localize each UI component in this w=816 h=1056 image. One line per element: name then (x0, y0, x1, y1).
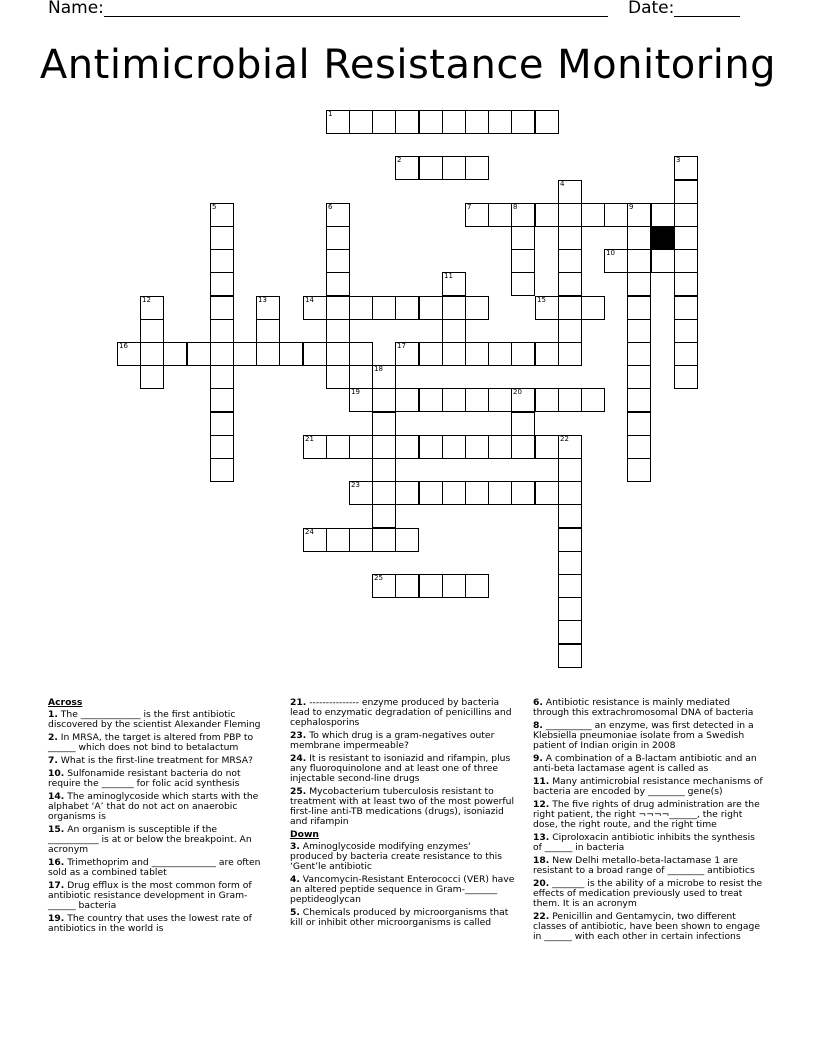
clue-number-label: 18. (533, 855, 550, 866)
clue-number-label: 16. (48, 857, 65, 868)
grid-cell[interactable] (627, 226, 651, 250)
grid-cell[interactable] (674, 180, 698, 204)
grid-cell[interactable] (303, 342, 327, 366)
clue-number: 17 (397, 342, 406, 350)
grid-cell[interactable] (349, 110, 373, 134)
clue-column-3 (533, 698, 763, 945)
clue-item (533, 754, 763, 774)
clue-item (533, 856, 763, 876)
grid-cell[interactable] (372, 388, 396, 412)
grid-cell[interactable] (511, 110, 535, 134)
clue-number: 13 (258, 296, 267, 304)
clue-number: 6 (328, 203, 333, 211)
clue-item (48, 769, 270, 789)
name-label: Name: (48, 0, 104, 18)
clue-number-label: 20. (533, 878, 550, 889)
grid-cell[interactable] (442, 574, 466, 598)
clue-number-label: 14. (48, 791, 65, 802)
clue-number: 23 (351, 481, 360, 489)
grid-cell[interactable] (442, 110, 466, 134)
clue-number: 24 (305, 528, 314, 536)
grid-cell[interactable] (140, 365, 164, 389)
clue-number-label: 4. (290, 874, 300, 885)
grid-cell[interactable] (627, 319, 651, 343)
grid-cell[interactable] (535, 388, 559, 412)
grid-cell[interactable] (349, 296, 373, 320)
clue-text: Drug efflux is the most common form of antibiotic resistance development in Gram-______ bacteria (48, 880, 252, 911)
grid-cell[interactable] (210, 319, 234, 343)
grid-cell[interactable] (256, 342, 280, 366)
grid-cell[interactable] (372, 574, 396, 598)
grid-cell[interactable] (488, 110, 512, 134)
clue-text: Antibiotic resistance is mainly mediated through this extrachromosomal DNA of bacteria (533, 697, 754, 718)
grid-cell[interactable] (511, 481, 535, 505)
clue-number-label: 21. (290, 697, 307, 708)
clue-number: 3 (676, 156, 681, 164)
grid-cell[interactable] (511, 226, 535, 250)
grid-cell[interactable] (558, 249, 582, 273)
grid-cell[interactable] (627, 458, 651, 482)
grid-cell[interactable] (210, 412, 234, 436)
grid-cell[interactable] (326, 342, 350, 366)
grid-cell[interactable] (442, 342, 466, 366)
grid-cell[interactable] (558, 435, 582, 459)
grid-cell[interactable] (372, 110, 396, 134)
clue-text: A combination of a B-lactam antibiotic and an anti-beta lactamase agent is called as (533, 753, 757, 774)
clue-number-label: 7. (48, 755, 58, 766)
grid-cell[interactable] (419, 481, 443, 505)
grid-cell[interactable] (349, 435, 373, 459)
grid-cell[interactable] (372, 481, 396, 505)
grid-cell[interactable] (419, 296, 443, 320)
down-heading: Down (290, 829, 319, 840)
clue-text: Ciproloxacin antibiotic inhibits the synthesis of ______ in bacteria (533, 832, 755, 853)
grid-cell[interactable] (465, 296, 489, 320)
clue-number: 19 (351, 388, 360, 396)
grid-cell[interactable] (674, 272, 698, 296)
grid-cell[interactable] (488, 342, 512, 366)
grid-cell[interactable] (511, 435, 535, 459)
grid-cell[interactable] (395, 435, 419, 459)
grid-cell[interactable] (442, 481, 466, 505)
grid-cell[interactable] (140, 342, 164, 366)
clue-number-label: 11. (533, 776, 550, 787)
clue-number-label: 5. (290, 907, 300, 918)
clue-text: Trimethoprim and ______________ are often sold as a combined tablet (48, 857, 261, 878)
grid-cell[interactable] (140, 319, 164, 343)
grid-cell[interactable] (511, 272, 535, 296)
grid-cell[interactable] (372, 365, 396, 389)
grid-cell[interactable] (210, 435, 234, 459)
clue-number: 4 (560, 180, 565, 188)
grid-cell[interactable] (326, 226, 350, 250)
grid-cell[interactable] (558, 180, 582, 204)
clue-text: Many antimicrobial resistance mechanisms of bacteria are encoded by ________ gene(s) (533, 776, 763, 797)
clue-item (533, 912, 763, 942)
grid-cell[interactable] (210, 365, 234, 389)
grid-cell[interactable] (627, 435, 651, 459)
grid-cell[interactable] (535, 110, 559, 134)
grid-cell[interactable] (465, 481, 489, 505)
grid-cell[interactable] (511, 342, 535, 366)
grid-cell[interactable] (349, 481, 373, 505)
clue-number: 11 (444, 272, 453, 280)
grid-cell[interactable] (442, 156, 466, 180)
grid-cell[interactable] (558, 551, 582, 575)
grid-cell[interactable] (326, 319, 350, 343)
grid-cell[interactable] (627, 388, 651, 412)
grid-cell[interactable] (627, 272, 651, 296)
clue-text: --------------- enzyme produced by bacteria lead to enzymatic degradation of penicillins and cephalosporins (290, 697, 512, 728)
clue-item (290, 754, 516, 784)
grid-cell[interactable] (535, 435, 559, 459)
clue-number: 16 (119, 342, 128, 350)
grid-cell[interactable] (442, 319, 466, 343)
grid-cell[interactable] (210, 203, 234, 227)
clue-number: 21 (305, 435, 314, 443)
grid-cell[interactable] (349, 528, 373, 552)
grid-cell[interactable] (210, 342, 234, 366)
clue-number-label: 19. (48, 913, 65, 924)
grid-cell[interactable] (627, 342, 651, 366)
grid-cell[interactable] (535, 296, 559, 320)
clue-text: Vancomycin-Resistant Enterococci (VER) have an altered peptide sequence in Gram-_______ peptideoglycan (290, 874, 515, 905)
across-heading: Across (48, 697, 83, 708)
grid-cell[interactable] (349, 342, 373, 366)
grid-cell[interactable] (488, 481, 512, 505)
grid-cell[interactable] (674, 296, 698, 320)
grid-cell[interactable] (535, 203, 559, 227)
grid-cell[interactable] (442, 435, 466, 459)
grid-cell[interactable] (558, 272, 582, 296)
clue-number-label: 25. (290, 786, 307, 797)
grid-cell[interactable] (511, 249, 535, 273)
clue-number: 15 (537, 296, 546, 304)
grid-cell[interactable] (511, 388, 535, 412)
clue-number: 18 (374, 365, 383, 373)
clue-text: An organism is susceptible if the ___________ is at or below the breakpoint. An acronym (48, 824, 252, 855)
grid-cell[interactable] (535, 342, 559, 366)
grid-cell[interactable] (558, 620, 582, 644)
grid-cell[interactable] (395, 388, 419, 412)
grid-cell[interactable] (372, 296, 396, 320)
clue-number-label: 12. (533, 799, 550, 810)
grid-cell[interactable] (326, 272, 350, 296)
grid-cell[interactable] (558, 342, 582, 366)
clue-number: 10 (606, 249, 615, 257)
grid-cell[interactable] (558, 388, 582, 412)
clue-number-label: 23. (290, 730, 307, 741)
grid-cell[interactable] (303, 296, 327, 320)
clue-text: The aminoglycoside which starts with the alphabet ‘A’ that do not act on anaerobic organisms is (48, 791, 259, 822)
clue-item (533, 698, 763, 718)
clue-number: 14 (305, 296, 314, 304)
clue-number-label: 24. (290, 753, 307, 764)
clue-text: __________ an enzyme, was first detected in a Klebsiella pneumoniae isolate from a Swedish patient of Indian origin in 2008 (533, 720, 754, 751)
clue-number: 20 (513, 388, 522, 396)
grid-cell[interactable] (558, 644, 582, 668)
grid-cell[interactable] (674, 226, 698, 250)
clue-item (48, 858, 270, 878)
grid-cell[interactable] (465, 435, 489, 459)
clue-column-1 (48, 698, 270, 937)
clue-text: What is the first-line treatment for MRSA? (57, 755, 253, 766)
grid-cell[interactable] (303, 435, 327, 459)
clue-item (290, 731, 516, 751)
grid-cell[interactable] (674, 365, 698, 389)
clue-number: 12 (142, 296, 151, 304)
grid-cell[interactable] (465, 203, 489, 227)
grid-cell[interactable] (395, 528, 419, 552)
grid-cell[interactable] (210, 388, 234, 412)
clue-column-2 (290, 698, 516, 931)
grid-cell[interactable] (395, 574, 419, 598)
clue-text: Sulfonamide resistant bacteria do not require the _______ for folic acid synthesis (48, 768, 241, 789)
grid-cell[interactable] (581, 388, 605, 412)
grid-cell[interactable] (581, 296, 605, 320)
grid-cell[interactable] (651, 249, 675, 273)
grid-cell[interactable] (326, 296, 350, 320)
clue-number-label: 22. (533, 911, 550, 922)
clue-item (290, 698, 516, 728)
grid-cell[interactable] (674, 319, 698, 343)
clue-number: 5 (212, 203, 217, 211)
grid-cell[interactable] (558, 504, 582, 528)
grid-cell[interactable] (395, 481, 419, 505)
grid-cell[interactable] (256, 319, 280, 343)
grid-cell[interactable] (395, 342, 419, 366)
grid-cell[interactable] (511, 203, 535, 227)
clue-number-label: 2. (48, 732, 58, 743)
grid-cell[interactable] (627, 203, 651, 227)
grid-cell[interactable] (210, 226, 234, 250)
grid-cell[interactable] (442, 296, 466, 320)
grid-cell[interactable] (627, 412, 651, 436)
clue-number-label: 9. (533, 753, 543, 764)
clue-text: Chemicals produced by microorganisms that kill or inhibit other microorganisms is called (290, 907, 509, 928)
grid-cell[interactable] (256, 296, 280, 320)
grid-cell[interactable] (419, 110, 443, 134)
clue-number: 7 (467, 203, 472, 211)
clue-text: In MRSA, the target is altered from PBP to ______ which does not bind to betalactum (48, 732, 254, 753)
clue-item (48, 792, 270, 822)
grid-cell[interactable] (535, 481, 559, 505)
clue-text: The _____________ is the first antibiotic discovered by the scientist Alexander Fleming (48, 709, 261, 730)
grid-cell[interactable] (419, 156, 443, 180)
clue-number-label: 10. (48, 768, 65, 779)
grid-cell[interactable] (349, 388, 373, 412)
grid-cell[interactable] (372, 412, 396, 436)
clue-item (48, 733, 270, 753)
clue-item (533, 777, 763, 797)
clue-number-label: 15. (48, 824, 65, 835)
grid-cell[interactable] (558, 528, 582, 552)
clue-number-label: 6. (533, 697, 543, 708)
clue-text: Aminoglycoside modifying enzymes' produced by bacteria create resistance to this ‘Gent’le antibiotic (290, 841, 503, 872)
grid-cell[interactable] (465, 574, 489, 598)
grid-cell[interactable] (372, 504, 396, 528)
clue-item (290, 875, 516, 905)
clue-number: 8 (513, 203, 518, 211)
grid-cell[interactable] (488, 388, 512, 412)
clue-number: 25 (374, 574, 383, 582)
grid-cell[interactable] (465, 110, 489, 134)
grid-cell[interactable] (372, 528, 396, 552)
grid-cell[interactable] (442, 388, 466, 412)
grid-cell[interactable] (210, 272, 234, 296)
grid-cell[interactable] (604, 249, 628, 273)
grid-cell[interactable] (210, 296, 234, 320)
grid-cell[interactable] (326, 203, 350, 227)
grid-cell[interactable] (627, 365, 651, 389)
grid-cell[interactable] (465, 156, 489, 180)
clue-text: _______ is the ability of a microbe to resist the effects of medication previously used to treat them. It is an acronym (533, 878, 763, 909)
clue-number: 1 (328, 110, 333, 118)
grid-cell[interactable] (674, 342, 698, 366)
clue-item (533, 721, 763, 751)
grid-cell[interactable] (465, 342, 489, 366)
clue-text: The country that uses the lowest rate of antibiotics in the world is (48, 913, 252, 934)
clue-text: To which drug is a gram-negatives outer membrane impermeable? (290, 730, 495, 751)
clue-item (533, 879, 763, 909)
grid-cell[interactable] (326, 365, 350, 389)
grid-cell[interactable] (395, 296, 419, 320)
clue-item (290, 908, 516, 928)
grid-cell[interactable] (395, 110, 419, 134)
date-label: Date: (628, 0, 675, 18)
clue-text: New Delhi metallo-beta-lactamase 1 are resistant to a broad range of ________ antibiotics (533, 855, 755, 876)
grid-cell[interactable] (558, 597, 582, 621)
grid-cell[interactable] (674, 156, 698, 180)
grid-cell[interactable] (488, 435, 512, 459)
grid-cell[interactable] (581, 203, 605, 227)
clue-item (48, 756, 270, 766)
grid-cell[interactable] (140, 296, 164, 320)
grid-cell[interactable] (372, 435, 396, 459)
grid-cell[interactable] (395, 156, 419, 180)
clue-item (533, 833, 763, 853)
grid-cell[interactable] (419, 435, 443, 459)
grid-cell[interactable] (163, 342, 187, 366)
clue-text: The five rights of drug administration are the right patient, the right ¬¬¬¬______, the right dose, the right route, and the right time (533, 799, 760, 830)
grid-cell[interactable] (651, 203, 675, 227)
page-title: Antimicrobial Resistance Monitoring (39, 42, 777, 88)
grid-cell[interactable] (279, 342, 303, 366)
clue-text: It is resistant to isoniazid and rifampin, plus any fluoroquinolone and at least one of three injectable second-line drugs (290, 753, 511, 784)
clue-number-label: 3. (290, 841, 300, 852)
grid-cell[interactable] (558, 319, 582, 343)
grid-cell[interactable] (419, 388, 443, 412)
grid-cell[interactable] (210, 249, 234, 273)
grid-cell[interactable] (442, 272, 466, 296)
grid-cell[interactable] (419, 574, 443, 598)
grid-cell[interactable] (674, 203, 698, 227)
grid-cell[interactable] (627, 249, 651, 273)
grid-cell[interactable] (558, 296, 582, 320)
clue-text: Mycobacterium tuberculosis resistant to treatment with at least two of the most powerful first-line anti-TB medications (drugs), isoniazid and rifampin (290, 786, 515, 827)
clue-item (533, 800, 763, 830)
clue-number: 9 (629, 203, 634, 211)
grid-cell[interactable] (326, 528, 350, 552)
clue-number-label: 17. (48, 880, 65, 891)
grid-cell[interactable] (674, 249, 698, 273)
grid-cell[interactable] (465, 388, 489, 412)
clue-item (48, 825, 270, 855)
grid-cell[interactable] (558, 458, 582, 482)
grid-cell[interactable] (233, 342, 257, 366)
grid-cell[interactable] (558, 203, 582, 227)
grid-cell[interactable] (303, 528, 327, 552)
grid-cell[interactable] (372, 458, 396, 482)
grid-cell[interactable] (511, 412, 535, 436)
grid-cell[interactable] (210, 458, 234, 482)
grid-cell[interactable] (627, 296, 651, 320)
clue-number: 2 (397, 156, 402, 164)
grid-cell[interactable] (117, 342, 141, 366)
grid-block-cell (651, 226, 675, 250)
clue-item (290, 787, 516, 827)
clue-number-label: 8. (533, 720, 543, 731)
clue-item (48, 914, 270, 934)
grid-cell[interactable] (326, 110, 350, 134)
grid-cell[interactable] (558, 481, 582, 505)
clue-text: Penicillin and Gentamycin, two different classes of antibiotic, have been shown to engage in ______ with each other in certain infections (533, 911, 761, 942)
clue-item (48, 881, 270, 911)
grid-cell[interactable] (326, 249, 350, 273)
clue-item (290, 842, 516, 872)
clue-number-label: 1. (48, 709, 58, 720)
grid-cell[interactable] (326, 435, 350, 459)
clue-item (48, 710, 270, 730)
clue-number-label: 13. (533, 832, 550, 843)
grid-cell[interactable] (187, 342, 211, 366)
clue-number: 22 (560, 435, 569, 443)
grid-cell[interactable] (558, 574, 582, 598)
grid-cell[interactable] (604, 203, 628, 227)
grid-cell[interactable] (419, 342, 443, 366)
grid-cell[interactable] (488, 203, 512, 227)
grid-cell[interactable] (558, 226, 582, 250)
